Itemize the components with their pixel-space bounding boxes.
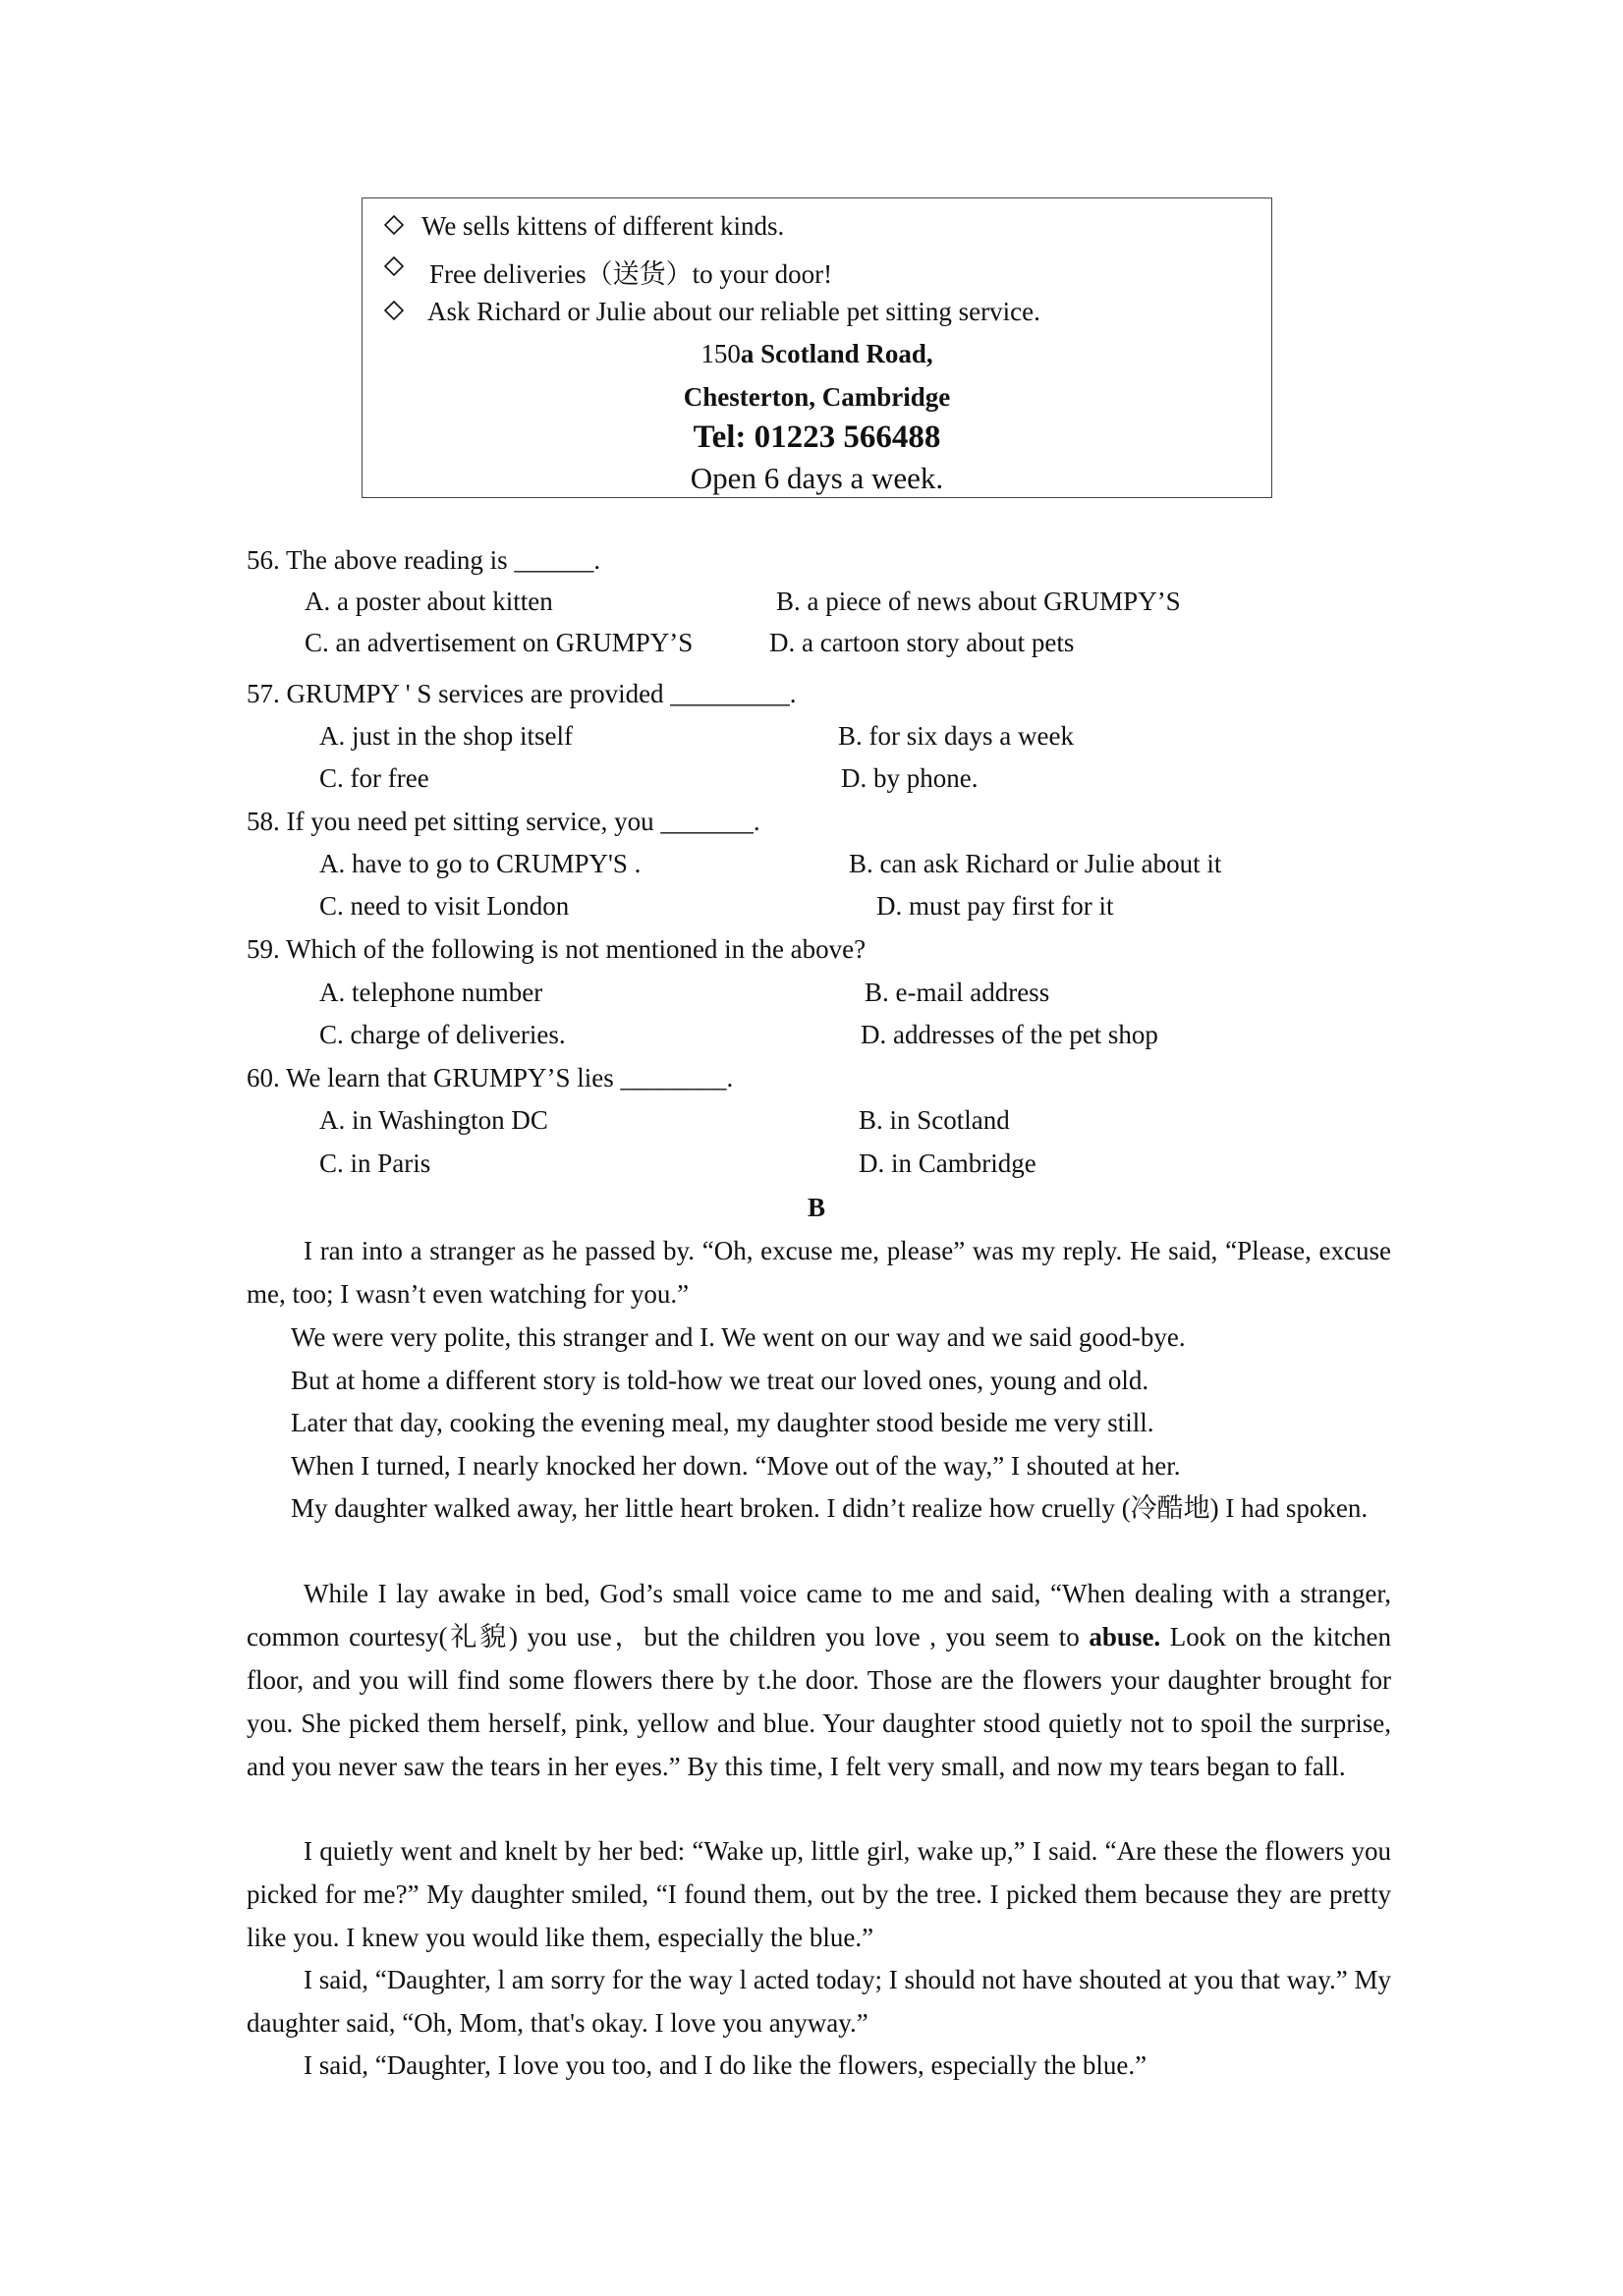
passage-paragraph-9: I said, “Daughter, l am sorry for the way l acted today; I should not have shouted at you that way.” My daughter said, “Oh, Mom, that's okay. I love you anyway.” [247, 1965, 1391, 2038]
emphasis-abuse: abuse. [1089, 1622, 1161, 1652]
diamond-bullet-icon [384, 256, 404, 276]
passage-paragraph-4: Later that day, cooking the evening meal, my daughter stood beside me very still. [291, 1408, 1154, 1437]
ad-address-line-1: 150a Scotland Road, [700, 339, 933, 368]
advertisement-box [362, 197, 1272, 498]
question-56-option-a: A. a poster about kitten [305, 587, 553, 616]
passage-paragraph-6: My daughter walked away, her little heart broken. I didn’t realize how cruelly (冷酷地) I had spoken. [291, 1493, 1369, 1523]
passage-paragraph-8: I quietly went and knelt by her bed: “Wake up, little girl, wake up,” I said. “Are these the flowers you picked for me?” My daughter smiled, “I found them, out by the tree. I picked them because they are pretty like you. I knew you would like them, especially the blue.” [247, 1836, 1391, 1952]
question-59-option-d: D. addresses of the pet shop [861, 1020, 1158, 1049]
ad-bullet-2: Free deliveries（送货）to your door! [429, 252, 832, 291]
diamond-bullet-icon [384, 301, 404, 320]
question-59-option-b: B. e-mail address [865, 978, 1050, 1007]
question-58-option-a: A. have to go to CRUMPY'S . [319, 849, 642, 878]
question-56-option-c: C. an advertisement on GRUMPY’S [305, 628, 694, 657]
passage-paragraph-7: While I lay awake in bed, God’s small voice came to me and said, “When dealing with a stranger, common courtesy(礼貌) you use，but the children you love , you seem to abuse. Look on the kitchen floor, and you will find some flowers there by t.he door. Those are the flowers your daughter brought for you. She picked them herself, pink, yellow and blue. Your daughter stood quietly not to spoil the surprise, and you never saw the tears in her eyes.” By this time, I felt very small, and now my tears began to fall. [247, 1579, 1392, 1781]
question-59-stem: 59. Which of the following is not mentioned in the above? [247, 934, 867, 964]
question-59-option-a: A. telephone number [319, 978, 543, 1007]
question-57-option-a: A. just in the shop itself [319, 721, 573, 751]
ad-address-line-2: Chesterton, Cambridge [683, 382, 951, 412]
diamond-bullet-icon [384, 215, 404, 235]
question-57-option-d: D. by phone. [841, 763, 979, 793]
question-56-option-b: B. a piece of news about GRUMPY’S [776, 587, 1181, 616]
question-60-option-c: C. in Paris [319, 1148, 431, 1178]
question-56-option-d: D. a cartoon story about pets [769, 628, 1075, 657]
section-b-heading: B [807, 1193, 825, 1222]
question-57-option-c: C. for free [319, 763, 429, 793]
question-58-option-c: C. need to visit London [319, 891, 570, 921]
question-56-stem: 56. The above reading is ______. [247, 545, 601, 575]
question-60-option-d: D. in Cambridge [859, 1148, 1036, 1178]
question-60-option-b: B. in Scotland [859, 1105, 1010, 1135]
question-60-option-a: A. in Washington DC [319, 1105, 548, 1135]
ad-bullet-1: We sells kittens of different kinds. [421, 211, 784, 242]
passage-paragraph-5: When I turned, I nearly knocked her down. “Move out of the way,” I shouted at her. [291, 1451, 1181, 1481]
passage-paragraph-1: I ran into a stranger as he passed by. “Oh, excuse me, please” was my reply. He said, “Please, excuse me, too; I wasn’t even watching for you.” [247, 1236, 1391, 1309]
passage-paragraph-10: I said, “Daughter, I love you too, and I do like the flowers, especially the blue.” [304, 2050, 1147, 2080]
ad-telephone: Tel: 01223 566488 [693, 420, 941, 455]
question-58-stem: 58. If you need pet sitting service, you _______. [247, 807, 760, 836]
question-59-option-c: C. charge of deliveries. [319, 1020, 566, 1049]
ad-bullet-3: Ask Richard or Julie about our reliable pet sitting service. [427, 297, 1040, 327]
passage-paragraph-3: But at home a different story is told-how we treat our loved ones, young and old. [291, 1366, 1149, 1395]
passage-paragraph-2: We were very polite, this stranger and I. We went on our way and we said good-bye. [291, 1322, 1186, 1352]
question-60-stem: 60. We learn that GRUMPY’S lies ________. [247, 1063, 734, 1092]
ad-opening-hours: Open 6 days a week. [690, 461, 944, 495]
question-58-option-d: D. must pay first for it [876, 891, 1114, 921]
question-57-stem: 57. GRUMPY ' S services are provided _________. [247, 679, 797, 708]
question-57-option-b: B. for six days a week [838, 721, 1074, 751]
question-58-option-b: B. can ask Richard or Julie about it [849, 849, 1222, 878]
